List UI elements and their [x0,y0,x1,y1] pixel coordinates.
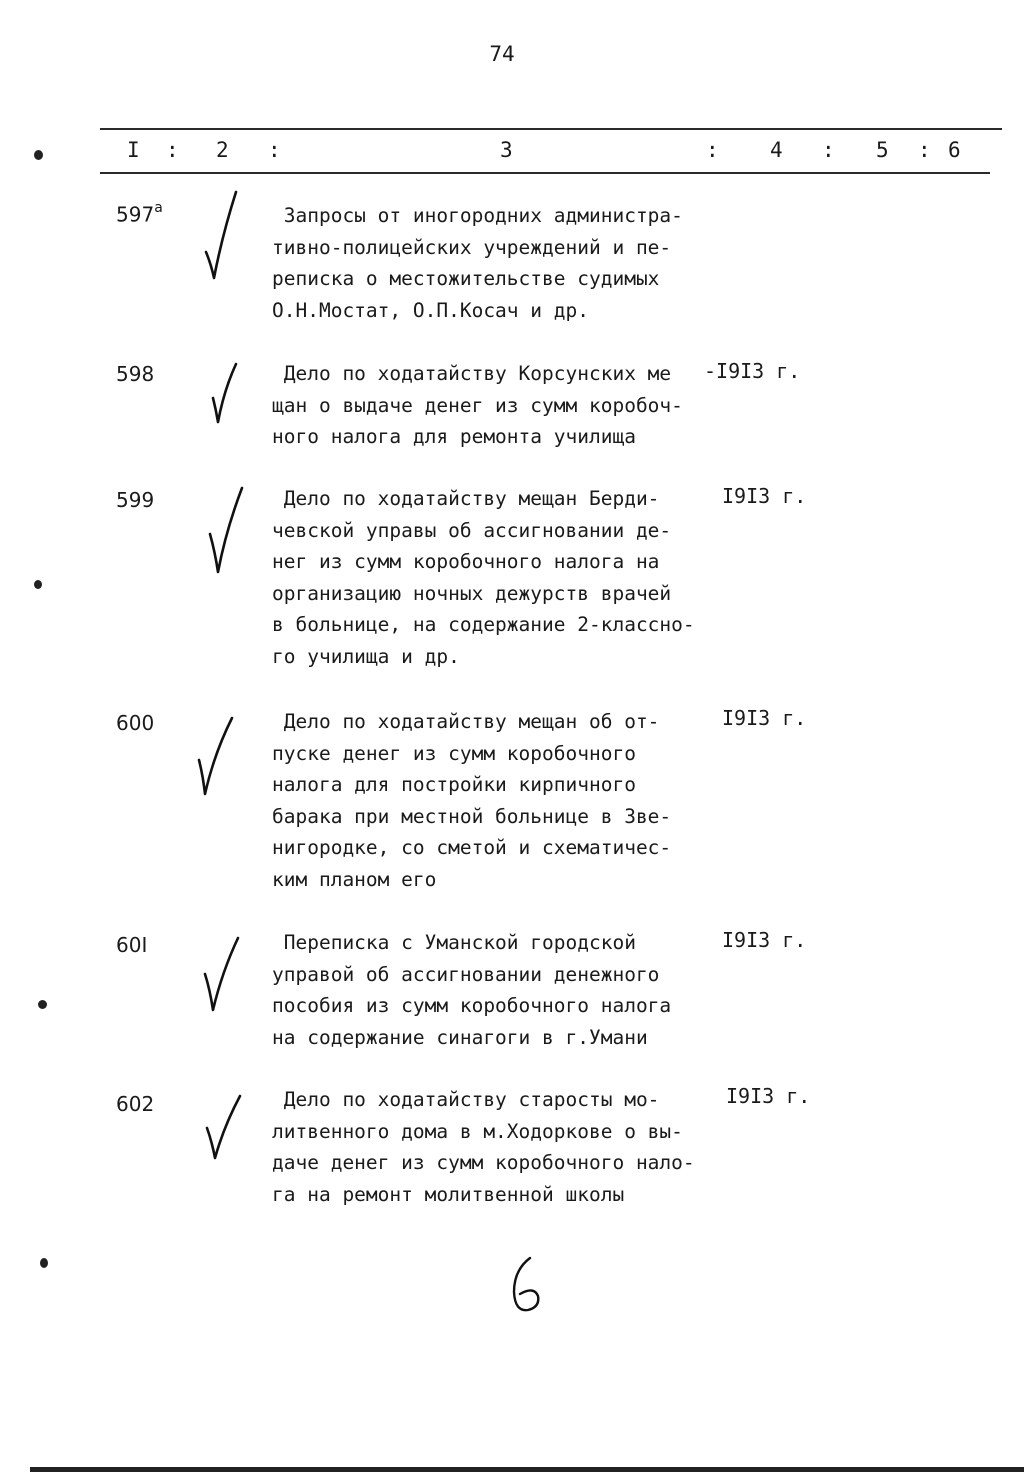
page-bottom-edge [30,1467,1024,1472]
handwritten-sheet-number-6 [500,1252,560,1322]
row-year: I9I3 г. [726,1084,811,1108]
column-header-4: 4 [770,138,783,162]
row-description: Запросы от иногородних администра- тивно-полицейских учреждений и пе- реписка о местожительстве судимых О.Н.Мостат, О.П.Косач и др. [272,204,683,322]
row-year: -I9I3 г. [704,359,801,383]
row-description: Дело по ходатайству мещан об от- пуске денег из сумм коробочного налога для постройки кирпичного барака при местной больнице в Зве- нигородке, со сметой и схематичес- ким планом его [272,710,672,891]
checkmark-icon [200,934,244,1014]
row-description: Дело по ходатайству мещан Берди- чевской управы об ассигновании де- нег из сумм коробочного налога на организацию ночных дежурств врачей в больнице, на содержание 2-классно- го училища и др. [272,487,695,668]
row-number: 600 [116,711,155,735]
checkmark-icon [204,484,248,576]
column-separator: : [706,138,719,162]
row-year: I9I3 г. [722,928,807,952]
table-top-rule [100,128,1002,130]
binding-hole-mark [34,580,42,589]
row-description: Дело по ходатайству Корсунских ме щан о выдаче денег из сумм коробоч- ного налога для ремонта училища [272,362,683,448]
row-number: 602 [116,1092,155,1116]
page-number: 74 [489,42,515,66]
binding-hole-mark [34,150,43,160]
row-year: I9I3 г. [722,706,807,730]
column-header-6: 6 [948,138,961,162]
row-description: Переписка с Уманской городской управой об ассигновании денежного пособия из сумм коробочного налога на содержание синагоги в г.Умани [272,931,672,1049]
row-description: Дело по ходатайству старосты мо- литвенного дома в м.Ходоркове о вы- даче денег из сумм коробочного нало- га на ремонт молитвенной школы [272,1088,695,1206]
column-separator: : [918,138,931,162]
checkmark-icon [194,714,238,798]
row-number: $597^а$ [116,200,163,227]
binding-hole-mark [40,1258,48,1268]
column-separator: : [166,138,179,162]
row-number: 598 [116,362,155,386]
column-header-3: 3 [500,138,513,162]
checkmark-icon [202,186,242,282]
checkmark-icon [202,1092,246,1162]
row-number: 60I [116,933,148,957]
column-header-5: 5 [876,138,889,162]
table-header-rule [100,172,990,174]
checkmark-icon [208,360,242,426]
row-number: 599 [116,488,155,512]
column-separator: : [822,138,835,162]
column-header-2: 2 [216,138,229,162]
column-separator: : [268,138,281,162]
row-number-suffix: а [154,200,163,216]
column-header-1: I [127,138,140,162]
binding-hole-mark [38,1000,47,1009]
row-year: I9I3 г. [722,484,807,508]
